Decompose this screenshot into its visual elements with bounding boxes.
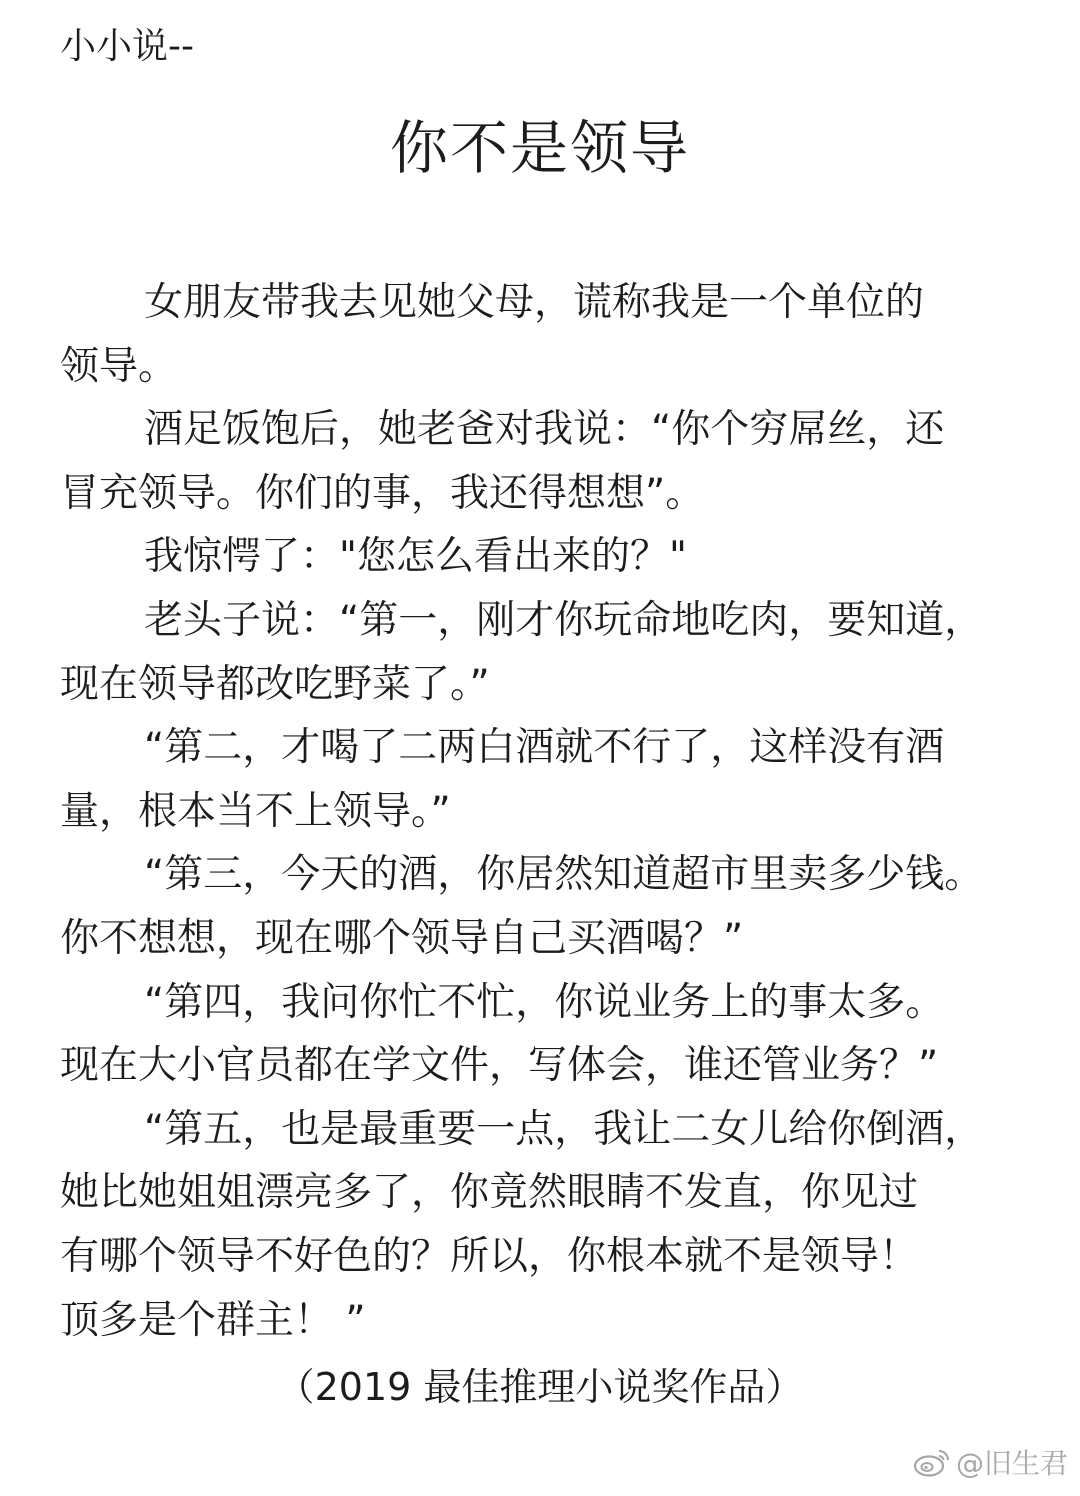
story-line: 顶多是个群主！ ” — [60, 1297, 366, 1343]
story-line: 冒充领导。你们的事，我还得想想”。 — [60, 470, 705, 516]
watermark-text: @旧生君 — [955, 1447, 1068, 1480]
story-line: 老头子说：“第一，刚才你玩命地吃肉，要知道， — [144, 597, 984, 643]
weibo-logo-icon — [912, 1446, 952, 1478]
story-line: “第三，今天的酒，你居然知道超市里卖多少钱。 — [144, 852, 984, 898]
story-line: 有哪个领导不好色的？所以，你根本就不是领导！ — [60, 1233, 919, 1279]
story-body — [60, 271, 1030, 1352]
story-line: 酒足饭饱后，她老爸对我说：“你个穷屌丝，还 — [144, 407, 945, 453]
story-line: 现在大小官员都在学文件，写体会，谁还管业务？” — [60, 1043, 939, 1089]
story-line: “第二，才喝了二两白酒就不行了，这样没有酒 — [144, 725, 945, 771]
story-line: 领导。 — [60, 343, 178, 389]
story-line: 她比她姐姐漂亮多了，你竟然眼睛不发直，你见过 — [60, 1170, 919, 1216]
story-category: 小小说-- — [60, 26, 194, 67]
story-line: 现在领导都改吃野菜了。” — [60, 661, 490, 707]
story-line: 我惊愕了："您怎么看出来的？" — [144, 534, 687, 580]
story-line: 你不想想，现在哪个领导自己买酒喝？” — [60, 915, 744, 961]
story-line: 量，根本当不上领导。” — [60, 788, 451, 834]
watermark — [912, 1442, 1068, 1482]
story-line: “第四，我问你忙不忙，你说业务上的事太多。 — [144, 979, 945, 1025]
story-line: 女朋友带我去见她父母，谎称我是一个单位的 — [144, 280, 925, 325]
award-note: （2019 最佳推理小说奖作品） — [276, 1365, 804, 1409]
page-title: 你不是领导 — [389, 114, 690, 182]
story-line: “第五，也是最重要一点，我让二女儿给你倒酒， — [144, 1106, 984, 1152]
